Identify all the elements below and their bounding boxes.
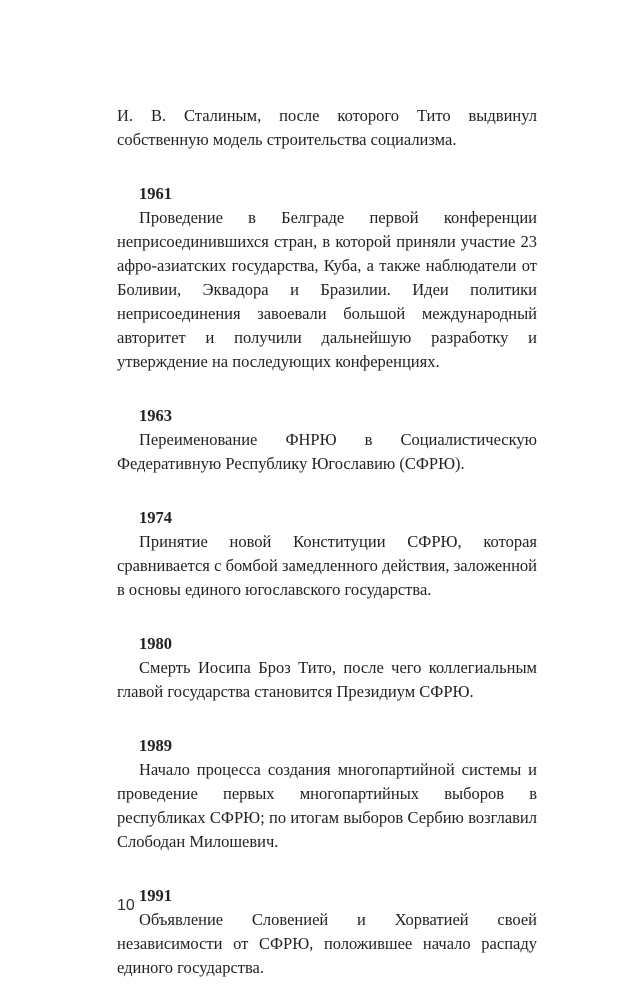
intro-paragraph: И. В. Сталиным, после которого Тито выдвинул собственную модель строительства социализма. [117,106,537,149]
entry-text: Объявление Словенией и Хорватией своей независимости от СФРЮ, положившее начало распаду единого государства. [117,910,537,977]
timeline-entry-1961 [117,182,537,374]
entry-year: 1989 [139,736,172,755]
timeline-entry-1980 [117,632,537,704]
timeline-entry-1989 [117,734,537,854]
entry-year: 1961 [139,184,172,203]
entry-text: Переименование ФНРЮ в Социалистическую Федеративную Республику Югославию (СФРЮ). [117,430,537,473]
entry-year: 1980 [139,634,172,653]
entry-text: Принятие новой Конституции СФРЮ, которая сравнивается с бомбой замедленного действия, заложенной в основы единого югославского государства. [117,532,537,599]
entry-text: Проведение в Белграде первой конференции неприсоединившихся стран, в которой приняли участие 23 афро-азиатских государства, Куба, а также наблюдатели от Боливии, Эквадора и Бразилии. Идеи политики неприсоединения завоевали большой международный авторитет и получили дальнейшую разработку и утверждение на последующих конференциях. [117,208,537,371]
entry-year: 1974 [139,508,172,527]
entry-year: 1963 [139,406,172,425]
entry-text: Смерть Иосипа Броз Тито, после чего коллегиальным главой государства становится Президиум СФРЮ. [117,658,537,701]
page-content [117,104,537,980]
timeline-entry-1963 [117,404,537,476]
entry-text: Начало процесса создания многопартийной системы и проведение первых многопартийных выборов в республиках СФРЮ; по итогам выборов Сербию возглавил Слободан Милошевич. [117,760,537,851]
page-number: 10 [117,897,135,914]
timeline-entry-1974 [117,506,537,602]
entry-year: 1991 [139,886,172,905]
timeline-entry-1991 [117,884,537,980]
